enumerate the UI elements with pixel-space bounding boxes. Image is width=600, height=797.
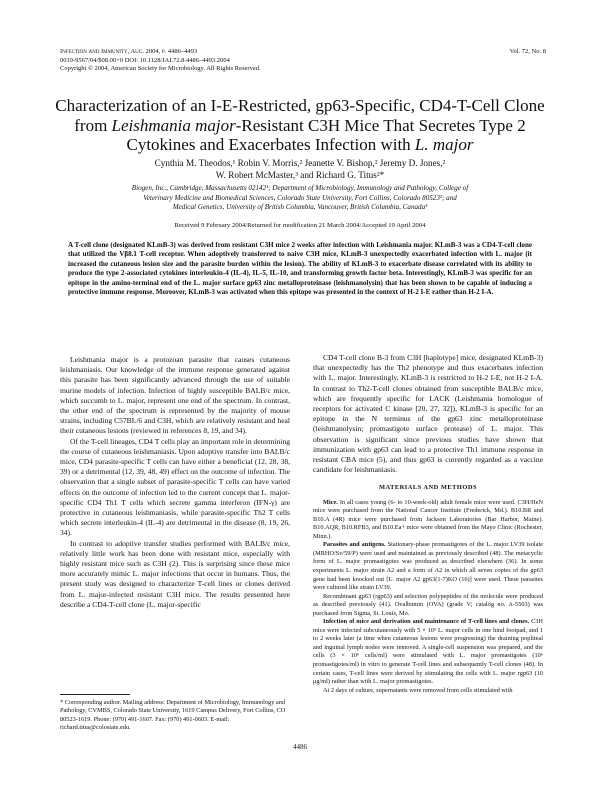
left-column (60, 355, 290, 610)
journal-line: Infection and Immunity, Aug. 2004, p. 4486–4493 (60, 48, 198, 55)
corresponding-author-footnote: * Corresponding author. Mailing address: Department of Microbiology, Immunology and Pathology, CVMBS, Colorado State University, 1619 Campus Delivery, Fort Collins, CO 80523-1619. Phone: (970) 491-1607. Fax: (970) 491-0603. E-mail: richard.titus@colostate.edu. (60, 699, 286, 732)
author-list (70, 157, 530, 181)
intro-paragraph-4: CD4 T-cell clone B-3 from C3H [haplotype] mice, designated KLmB-3) that unexpectedly has the Th2 phenotype and thus exacerbates infection with L. major. Interestingly, KLmB-3 is restricted to H-2 I-E, not H-2 I-A. In contrast to Th2-T-cell clones obtained from susceptible BALB/c mice, which are frequently specific for LACK (Leishmania homologue of receptors for activated C kinase [20, 27, 32]), KLmB-3 is specific for an epitope in the N terminus of the gp63 zinc metalloproteinase (leishmanolysin; promastigote surface protease) of L. major. This observation is significant since previous studies have shown that immunization with gp63 can lead to a protective Th1 immune response in resistant CBA mice (5), and thus gp63 is currently regarded as a vaccine candidate for leishmaniasis. (313, 353, 543, 475)
subsection-text: Stationary-phase promastigotes of the L. major LV39 isolate (MRHO/Sv/59/P) were used and maintained as previously described (48). The metacyclic form of L. major promastigotes was produced as described elsewhere (36). In some experiments L. major strain A2 and a form of A2 in which all seven copies of the gp63 gene had been knocked out [L. major A2 gp63(1-7)KO (16)] were used. These parasites were cultured like strain LV39. (313, 541, 543, 592)
page-number: 4486 (293, 743, 307, 751)
affiliation-line-2: Veterinary Medicine and Biomedical Sciences, Colorado State University, Fort Collins, Colorado 80523²; and (143, 193, 457, 202)
methods-infection (313, 618, 543, 686)
footnote-rule (60, 694, 130, 695)
affiliation-line-1: Biogen, Inc., Cambridge, Massachusetts 02142¹; Department of Microbiology, Immunology and Pathology, College of (131, 184, 469, 192)
authors-line-1: Cynthia M. Theodos,¹ Robin V. Morris,² Jeanette V. Bishop,² Jeremy D. Jones,² (154, 158, 446, 168)
copyright-line: Copyright © 2004, American Society for Microbiology. All Rights Reserved. (60, 65, 261, 73)
subsection-head: Infection of mice and derivation and maintenance of T-cell lines and clones. (323, 618, 530, 626)
right-column (313, 353, 543, 695)
title-line-3 (40, 135, 560, 155)
subsection-head: Mice. (323, 498, 338, 506)
paper-title (40, 96, 560, 155)
intro-paragraph-1: Leishmania major is a protozoan parasite that causes cutaneous leishmaniasis. Our knowledge of the immune response generated against this parasite has been significantly advanced through the use of suitable murine models of infection. Infection of highly susceptible BALB/c mice, which succumb to L. major, represent one end of the spectrum. In contrast, the other end of the spectrum is represented by the majority of mouse strains, including C57BL/6 and C3H, which are relatively resistant and heal their cutaneous lesions (reviewed in references 8, 19, and 34). (60, 355, 290, 436)
methods-parasites (313, 541, 543, 592)
methods-body (313, 499, 543, 696)
authors-line-2: W. Robert McMaster,³ and Richard G. Titus²* (215, 170, 385, 180)
intro-paragraph-2: Of the T-cell lineages, CD4 T cells play an important role in determining the course of cutaneous leishmaniasis. Upon adoptive transfer into BALB/c mice, CD4 parasite-specific T cells can have either a beneficial (12, 28, 38, 39) or a detrimental (12, 39, 48, 49) effect on the outcome of infection. The observation that a single subset of parasite-specific T cells can have varied effects on the outcome of infection led to the current concept that L. major-specific CD4 Th1 T cells which secrete gamma interferon (IFN-γ) are protective in cutaneous leishmaniasis, while parasite-specific Th2 T cells which secrete interleukin-4 (IL-4) are detrimental in the disease (8, 19, 26, 34). (60, 436, 290, 538)
intro-paragraph-3: In contrast to adoptive transfer studies performed with BALB/c mice, relatively little work has been done with resistant mice, especially with highly resistant mice such as C3H (2). This is surprising since these mice more accurately mimic L. major infections that occur in humans. Thus, the present study was designed to characterize T-cell lines or clones derived from L. major-infected resistant C3H mice. The results presented here describe a CD4-T-cell clone (L. major-specific (60, 538, 290, 609)
subsection-text: C3H mice were infected subcutaneously with 5 × 10⁵ L. major cells in one hind footpad, and 1 to 2 weeks later (a time when cutaneous lesions were progressing) the draining popliteal and inguinal lymph nodes were removed. A single-cell suspension was prepared, and the cells (3 × 10⁶ cells/ml) were stimulated with L. major promastigotes (10⁶ promastigotes/ml) in vitro to generate T-cell lines and subsequently T-cell clones (48). In certain cases, T-cell lines were derived by stimulating the cells with L. major rgp63 (10 μg/ml) rather than with L. major promastigotes. (313, 618, 543, 686)
methods-recombinant: Recombinant gp63 (rgp63) and selection polypeptides of the molecule were produced as described previously (41). Ovalbumin (OVA) (grade V; catalog no. A-5503) was purchased from Sigma, St. Louis, Mo. (313, 592, 543, 617)
subsection-head: Parasites and antigens. (323, 541, 386, 549)
volume-label: Vol. 72, No. 8 (509, 48, 546, 55)
title-text: -Resistant C3H Mice That Secretes Type 2 (235, 115, 526, 135)
methods-culture: At 2 days of culture, supernatants were removed from cells stimulated with (323, 686, 513, 694)
running-header (60, 48, 546, 74)
title-line-2 (40, 116, 560, 136)
affiliations (48, 184, 552, 213)
subsection-text: In all cases young (6- to 10-week-old) adult female mice were used. C3H/HeN mice were purchased from the National Cancer Institute (Frederick, Md.). B10.BR and B10.A (4R) mice were purchased from Jackson Laboratories (Bar Harbor, Maine). B10.AQR, B10.RFB3, and B10.Ea+ mice were obtained from the Mayo Clinic (Rochester, Minn.). (313, 498, 543, 540)
affiliation-line-3: Medical Genetics, University of British Columbia, Vancouver, British Columbia, Canada³ (172, 203, 428, 212)
title-text: Cytokines and Exacerbates Infection with (126, 135, 415, 154)
title-text: from (74, 115, 112, 135)
abstract: A T-cell clone (designated KLmB-3) was derived from resistant C3H mice 2 weeks after infection with Leishmania major. KLmB-3 was a CD4-T-cell clone that utilized the Vβ8.1 T-cell receptor. When adoptively transferred to naive C3H mice, KLmB-3 unexpectedly exacerbated infection with L. major (it increased the cutaneous lesion size and the parasite burden within the lesion). The ability of KLmB-3 to exacerbate disease correlated with its ability to produce the type 2-associated cytokines interleukin-4 (IL-4), IL-5, IL-10, and transforming growth factor beta. Interestingly, KLmB-3 was specific for an epitope in the amino-terminal end of the L. major surface gp63 zinc metalloproteinase (leishmanolysin) that has been shown to be capable of inducing a protective immune response. Moreover, KLmB-3 was activated when this epitope was presented in the context of H-2 I-E rather than H-2 I-A. (68, 241, 532, 297)
title-species: L. major (414, 135, 474, 154)
methods-heading: MATERIALS AND METHODS (378, 484, 478, 492)
title-species: Leishmania major (111, 115, 236, 135)
doi-line: 0019-9567/04/$08.00+0 DOI: 10.1128/IAI.72.8.4486–4493.2004 (60, 56, 230, 64)
methods-mice (313, 499, 543, 542)
title-line-1: Characterization of an I-E-Restricted, gp63-Specific, CD4-T-Cell Clone (55, 96, 545, 115)
received-dates: Received 9 February 2004/Returned for modification 21 March 2004/Accepted 19 April 2004 (174, 222, 426, 229)
